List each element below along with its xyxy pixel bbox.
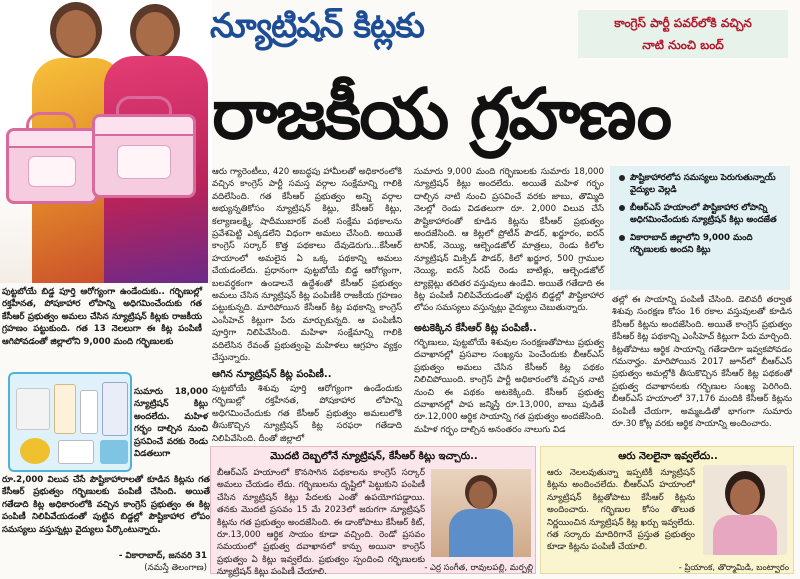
testimonial-box-2 <box>540 446 794 574</box>
left-bottom-end: వస్తున్నట్లు వైద్యులు పేర్కొంటున్నారు. <box>39 524 161 535</box>
testimonial-text-1: బీఆర్‌ఎస్ హయాంలో కొనసాగిన పథకాలను కాంగ్రెస్ సర్కార్ అమలు చేయడం లేదు. గర్భిణులను దృష్టిలో పెట్టుకుని పంపిణీ చేసిన న్యూట్రిషన్ కిట్లు పేదలకు ఎంతో ఉపయోగపడ్డాయి. తనకు మొదటి ప్రసవం 15 మే 2023లో జరుగగా న్యూట్రిషన్ కిట్లను గత ప్రభుత్వం అందజేసింది. ఈ డాంకోపాటు కేసీఆర్ కిట్, రూ.13,000 ఆర్థిక సాయం కూడా వచ్చింది. రెండో ప్రసవం సమయంలో ప్రభుత్వ దవాఖానలో కాన్పు అయినా కాంగ్రెస్ ప్రభుత్వం ఏ కిట్లు ఇవ్వలేదు. ప్రభుత్వం స్పందించి గర్భిణులకు న్యూట్రిషన్ కిట్లు పంపిణీ చేయాలి. <box>217 468 425 578</box>
article-column-2b: గర్భిణులు, పుట్టబోయే శిశువుల సంరక్షణతోపాటు ప్రభుత్వ దవాఖానల్లో ప్రసవాల సంఖ్యను పెంచేందుకు బీఆర్‌ఎస్ ప్రభుత్వం అమలు చేసిన కేసీఆర్ కిట్ల పథకం నిలిచిపోయింది. కాంగ్రెస్ పార్టీ అధికారంలోకి వచ్చిన నాటి నుంచి ఈ పథకం అటకెక్కింది. కేసీఆర్ ప్రభుత్వ దవాఖానల్లో పాప జన్మిస్తే రూ.13,000, బాబు పుడితే రూ.12,000 ఆర్థిక సాయాన్ని గత ప్రభుత్వం అందజేసింది. మహిళ గర్భం దాల్చిన అనంతరం నాలుగు విడ <box>414 338 604 435</box>
testimonial-text-2: ఆరు నెలలవుతున్నా ఇప్పటికీ న్యూట్రిషన్ కిట్లను అందించలేదు. బీఆర్‌ఎస్ హయాంలో న్యూట్రిషన్ కిట్లతోపాటు కేసీఆర్ కిట్లను అందించారు. గర్భిణుల కోసం తొలుత నిర్ణయించిన న్యూట్రిషన్ కిట్ల ఖర్చు ఇవ్వలేదు. గత సర్కారు మాదిరిగానే ప్రస్తుత ప్రభుత్వం కూడా కిట్లను పంపిణీ చేయాలి. <box>547 468 695 553</box>
testimonial-title-2: ఆరు నెలలైనా ఇవ్వలేదు.. <box>618 451 718 462</box>
tag-line-1: కాంగ్రెస్ పార్టీ పవర్‌లోకి వచ్చిన <box>614 16 752 30</box>
testimonial-caption-1: - ఎర్ర సంగీత, రావులపల్లి, మర్పల్లి <box>424 562 533 572</box>
testimonial-box-1 <box>210 446 536 578</box>
subheading-2: అటకెక్కిన కేసీఆర్ కిట్ల పంపిణీ.. <box>414 323 537 334</box>
article-column-1b: పుట్టబోయే శిశువు పూర్తి ఆరోగ్యంగా ఉండేందుకు గర్భిణుల్లో రక్తహీనత, పోషకాహార లోపాన్ని అధిగమించేందుకు గత కేసీఆర్ ప్రభుత్వం అమలులోకి తీసుకొచ్చిన న్యూట్రిషన్ కిట్ల సరఫరా గతేడాది నిలిపివేసింది. దీంతో జిల్లాలో <box>212 384 402 444</box>
article-column-1: ఆరు గ్యారెంటీలు, 420 అబద్ధపు హామీలతో అధికారంలోకి వచ్చిన కాంగ్రెస్ పార్టీ సమస్త వర్గాల సంక్షేమాన్ని గాలికి వదిలేసింది. గత కేసీఆర్ ప్రభుత్వం అన్ని వర్గాల అభ్యున్నతికోసం న్యూట్రిషన్ కిట్లు, కేసీఆర్ కిట్లు, కల్యాణలక్ష్మి, షాదీముబారక్ వంటి సంక్షేమ పథకాలను ప్రవేశపెట్టి ఎక్కడలేని విధంగా అమలు చేసింది. అయితే కాంగ్రెస్ సర్కార్ కొత్త పథకాలు దేవుడెరుగు...కేసీఆర్ హయాంలో అమలైన ఏ ఒక్క పథకాన్ని అమలు చేయడంలేదు. ప్రధానంగా పుట్టబోయే బిడ్డ ఆరోగ్యంగా, బలవర్ధకంగా ఉండాలనే ఉద్దేశంతో కేసీఆర్ ప్రభుత్వం అమలు చేసిన న్యూట్రిషన్ కిట్ల పంపిణీకి రాజకీయ గ్రహణం పట్టుకున్నది. మారిపోయిన కేసీఆర్ కిట్ల పథకాన్ని కాంగ్రెస్ ఎంసీహెచ్ కిట్లుగా పేరు మార్చుకున్నది. ఆ పంపిణీని పూర్తిగా నిలిపివేసింది. మహిళా సంక్షేమాన్ని గాలికి వదిలేసిన రేవంత్ ప్రభుత్వంపై మహిళలు ఆగ్రహం వ్యక్తం చేస్తున్నారు. <box>212 167 402 364</box>
tag-line-2: నాటి నుంచి బంద్ <box>642 38 724 52</box>
testimonial-photo-2 <box>703 465 787 555</box>
main-headline: రాజకీయ గ్రహణం <box>212 73 671 155</box>
testimonial-title-1: మొదటి దెబ్బలోనే న్యూట్రిషన్, కేసీఆర్ కిట్లు ఇచ్చారు.. <box>270 451 478 462</box>
nutrition-kit-box-left <box>6 128 98 204</box>
nutrition-kit-box-right <box>92 114 196 198</box>
tag-box <box>578 10 788 58</box>
left-wrap-text: సుమారు 18,000 న్యూట్రిషన్ కిట్లు అందలేదు. మహిళ గర్భం దాల్చిన నుంచి ప్రసవించే వరకు రెండు విడతలుగా <box>134 387 208 460</box>
testimonial-caption-2: - ప్రియాంక, తొర్మామిడి, బంట్వారం <box>678 562 789 572</box>
highlight-item: పౌష్టికాహారలోప సమస్యలు పెరుగుతున్నాయ్ వైద్యుల వెల్లడి <box>618 172 785 196</box>
testimonial-photo-1 <box>431 469 531 557</box>
kicker-headline: న్యూట్రిషన్ కిట్లకు <box>210 6 424 46</box>
highlights-box <box>610 166 790 290</box>
article-column-3: తల్లో ఈ సాయాన్ని పంపిణీ చేసింది. డెలివరీ తర్వాత శిశువు సంరక్షణ కోసం 16 రకాల వస్తువులతో కూడిన కేసీఆర్ కిట్లను అందజేసింది. అయితే కాంగ్రెస్ ప్రభుత్వం కేసీఆర్ కిట్ల పథకాన్ని ఎంసీహెచ్ కిట్లుగా పేరు మార్చింది. కిట్లతోపాటు ఆర్థిక సాయాన్ని గతేడాదిగా ఇవ్వకపోవడం గమనార్హం. మారిపోయిన 2017 జూన్‌లో బీఆర్‌ఎస్ ప్రభుత్వం అమల్లోకి తీసుకొచ్చిన కేసీఆర్ కిట్ల పథకంతో ప్రభుత్వ దవాఖానలకు గర్భిణుల సంఖ్య పెరిగింది. బీఆర్‌ఎస్ హయాంలో 37,176 మందికి కేసీఆర్ కిట్లను పంపిణీ చేయగా, అమ్మఒడితో భాగంగా సుమారు రూ.30 కోట్ల వరకు ఆర్థిక సాయాన్ని అందించారు. <box>612 295 792 430</box>
left-bottom-text <box>2 474 210 558</box>
highlight-item: వికారాబాద్ జిల్లాలోని 9,000 మంది గర్భిణులకు అందని కిట్లు <box>618 232 785 256</box>
subheading-1: ఆగిన న్యూట్రిషన్ కిట్ల పంపిణీ.. <box>212 369 332 380</box>
lead-photo <box>0 0 212 283</box>
article-column-2: సుమారు 9,000 మంది గర్భిణులకు సుమారు 18,000 న్యూట్రిషన్ కిట్లు అందలేదు. అయితే మహిళ గర్భం దాల్చిన నాటి నుంచి ప్రసవించే వరకు జాబు, తొమ్మిది నెలల్లో రెండు విడతలుగా రూ. 2,000 విలువ చేసే పౌష్టికాహారంతో కూడిన కిట్లను కేసీఆర్ ప్రభుత్వం అందజేసింది. ఆ కిట్లలో ప్రోటీన్ పౌడర్, ఖర్జూరం, ఐరన్ టానిక్, నెయ్యి, ఆల్బెండజోల్ మాత్రలు, రెండు కిలోల న్యూట్రిషన్ మిక్సిడ్ పౌడర్, కిలో ఖర్జూర, 500 గ్రాముల నెయ్యి, ఐరన్ సిరప్ రెండు బాటిళ్లు, ఆల్బెండజోల్ ట్యాబ్లెట్లు తదితర వస్తువులు ఉండేవి. అయితే గతేడాది ఈ కిట్ల పంపిణీ నిలిపివేయడంతో పుట్టిన బిడ్డల్లో పౌష్టికాహార లోపం సమస్యలు వస్తున్నట్లు వైద్యులు చెబుతున్నారు. <box>414 167 604 314</box>
kit-contents-photo <box>8 372 132 472</box>
source-credit: (నమస్తే తెలంగాణ) <box>144 563 207 573</box>
left-intro-text: పుట్టబోయే బిడ్డ పూర్తి ఆరోగ్యంగా ఉండేందుకు.. గర్భిణుల్లో రక్తహీనత, పోషకాహార లోపాన్ని అధిగమించేందుకు గత కేసీఆర్ ప్రభుత్వం అమలు చేసిన న్యూట్రిషన్ కిట్లకు రాజకీయ గ్రహణం పట్టుకుంది. గత 13 నెలలుగా ఈ కిట్ల పంపిణీ ఆగిపోవడంతో జిల్లాలోని 9,000 మంది గర్భిణులకు <box>2 287 202 347</box>
dateline: - వికారాబాద్, జనవరి 31 <box>118 551 207 561</box>
left-bottom-body: రూ.2,000 విలువ చేసే పౌష్టికాహారాలతో కూడిన కిట్లను గత కేసీఆర్ ప్రభుత్వం గర్భిణులకు పంపిణీ చేసింది. అయితే గతేడాది కిట్ల అధికారంలోకి వచ్చిన కాంగ్రెస్ ప్రభుత్వం ఈ కిట్ల పంపిణీ నిలిపివేయడంతో పుట్టిన బిడ్డల్లో పౌష్టికాహార లోపం సమస్యలు <box>2 475 210 535</box>
highlight-item: బీఆర్‌ఎస్ హయాంలో పౌష్టికాహార లోపాన్ని అధిగమించేందుకు న్యూట్రిషన్ కిట్లు అందజేత <box>618 202 785 226</box>
